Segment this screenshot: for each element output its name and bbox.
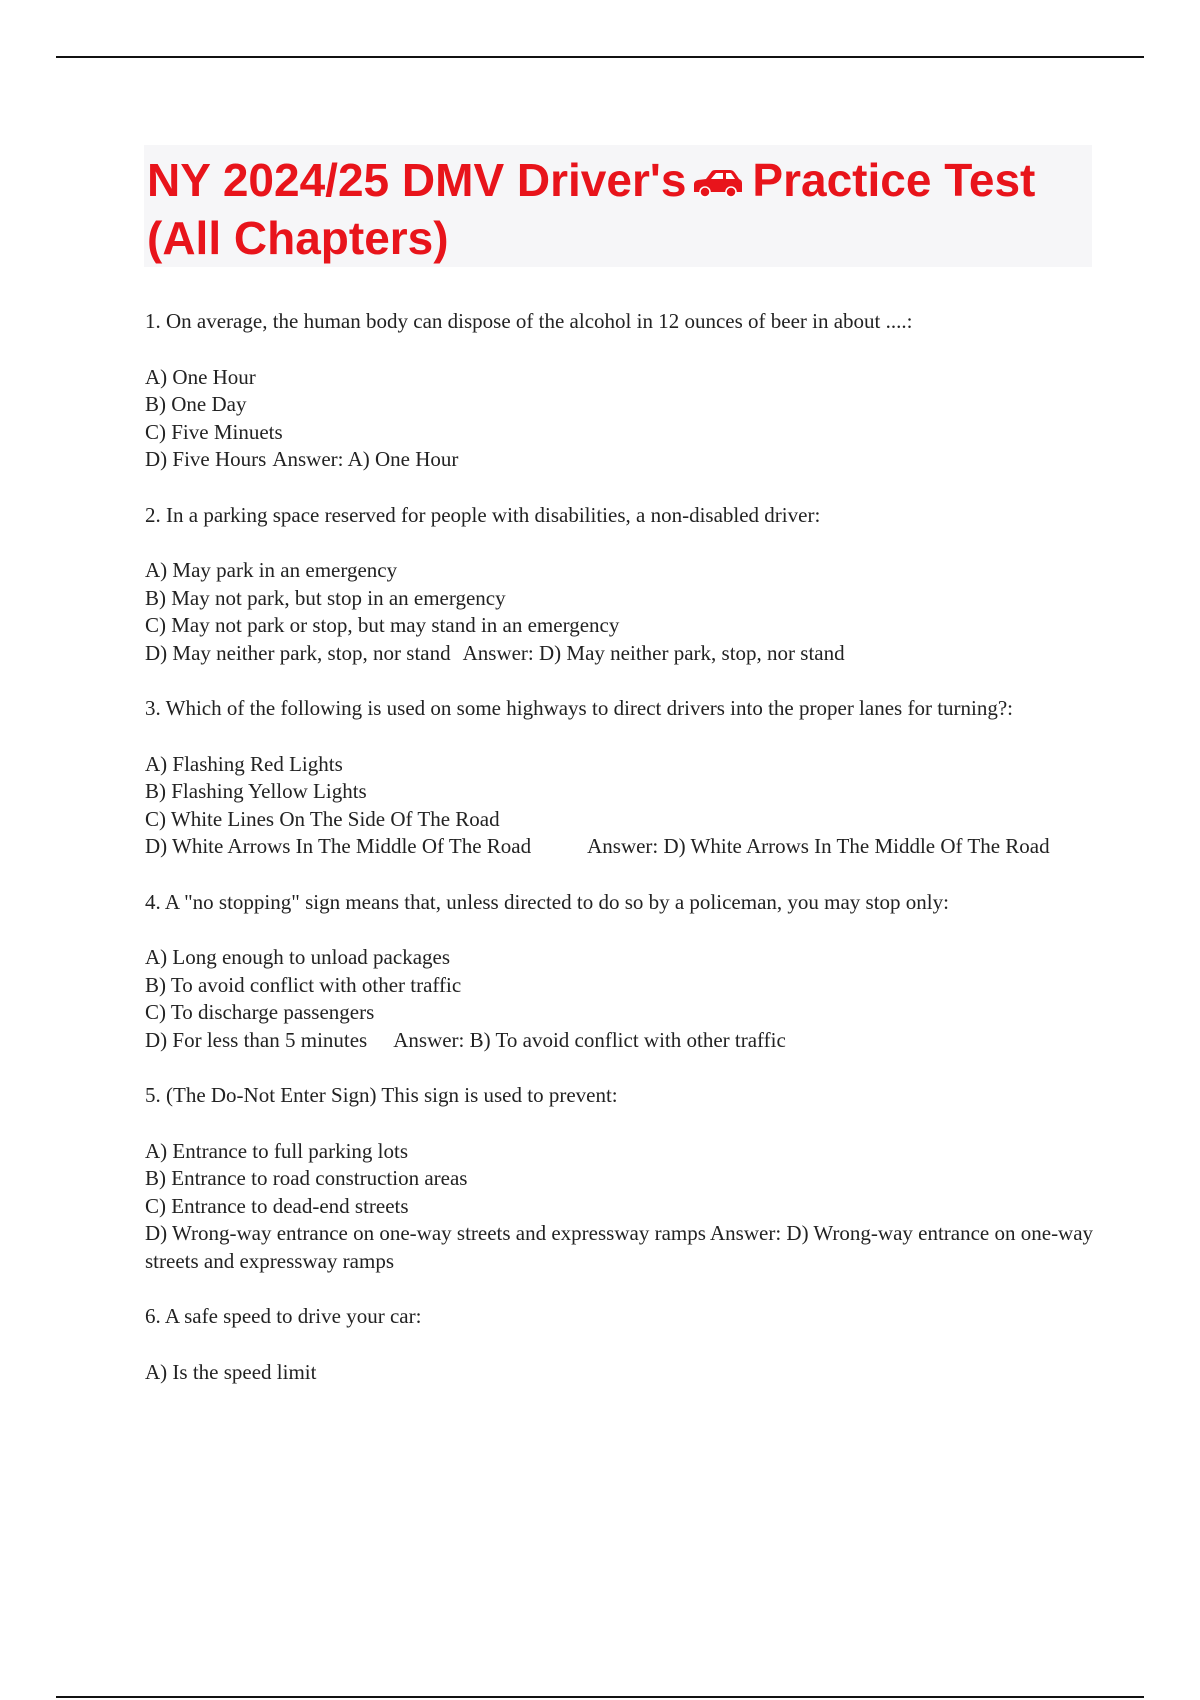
question-list	[145, 308, 1095, 1386]
option-d: D) Wrong-way entrance on one-way streets and expressway ramps	[145, 1221, 706, 1245]
option-d: D) May neither park, stop, nor stand	[145, 640, 451, 665]
option-a: A) Entrance to full parking lots	[145, 1138, 409, 1163]
option-c: C) To discharge passengers	[145, 1000, 375, 1024]
option-c: C) May not park or stop, but may stand in an emergency	[145, 613, 620, 637]
option-d: D) Five Hours	[145, 447, 267, 471]
option-b: B) To avoid conflict with other traffic	[145, 972, 462, 997]
option-a: A) One Hour	[145, 364, 256, 389]
option-d: D) For less than 5 minutes	[145, 1027, 368, 1052]
car-icon	[692, 153, 744, 183]
question-5	[145, 1082, 1095, 1275]
option-c: C) White Lines On The Side Of The Road	[145, 806, 500, 831]
answer: Answer: B) To avoid conflict with other traffic	[393, 1027, 786, 1052]
option-a: A) Flashing Red Lights	[145, 751, 343, 776]
option-a: A) May park in an emergency	[145, 558, 398, 582]
question-text: 2. In a parking space reserved for people with disabilities, a non-disabled driver:	[145, 502, 821, 527]
option-b: B) One Day	[145, 392, 247, 416]
option-a: A) Is the speed limit	[145, 1359, 317, 1384]
option-a: A) Long enough to unload packages	[145, 945, 451, 969]
question-text: 3. Which of the following is used on some highways to direct drivers into the proper lanes for turning?:	[145, 696, 1014, 720]
option-d-with-answer	[145, 640, 1095, 668]
option-b: B) Flashing Yellow Lights	[145, 779, 367, 803]
answer: Answer: D) May neither park, stop, nor stand	[462, 640, 845, 665]
question-3	[145, 695, 1095, 861]
option-d-with-answer	[145, 1027, 1095, 1055]
title-text-part2: Practice Test	[752, 154, 1036, 206]
option-c: C) Five Minuets	[145, 419, 283, 444]
question-2	[145, 502, 1095, 668]
question-1	[145, 308, 1095, 474]
option-c: C) Entrance to dead-end streets	[145, 1193, 409, 1218]
answer: Answer: D) Wrong-way entrance on one-way streets and expressway ramps	[145, 1221, 1094, 1273]
title-line-1	[147, 151, 1092, 209]
option-d-with-answer	[145, 1220, 1095, 1275]
bottom-rule	[56, 1696, 1144, 1698]
option-d-with-answer	[145, 446, 1095, 474]
question-text: 4. A "no stopping" sign means that, unless directed to do so by a policeman, you may stop only:	[145, 889, 949, 914]
answer: Answer: D) White Arrows In The Middle Of The Road	[587, 834, 1050, 858]
option-b: B) May not park, but stop in an emergency	[145, 585, 506, 610]
document-title	[144, 145, 1092, 267]
question-6	[145, 1303, 1095, 1386]
option-d: D) White Arrows In The Middle Of The Road	[145, 834, 532, 858]
question-text: 5. (The Do-Not Enter Sign) This sign is used to prevent:	[145, 1083, 618, 1107]
option-b: B) Entrance to road construction areas	[145, 1166, 468, 1190]
answer: Answer: A) One Hour	[272, 447, 459, 471]
top-rule	[56, 56, 1144, 58]
title-line-2: (All Chapters)	[147, 212, 449, 264]
question-text: 1. On average, the human body can dispose of the alcohol in 12 ounces of beer in about ....:	[145, 309, 913, 333]
question-text: 6. A safe speed to drive your car:	[145, 1304, 422, 1328]
question-4	[145, 889, 1095, 1055]
title-text-part1: NY 2024/25 DMV Driver's	[147, 154, 687, 206]
option-d-with-answer	[145, 833, 1095, 861]
